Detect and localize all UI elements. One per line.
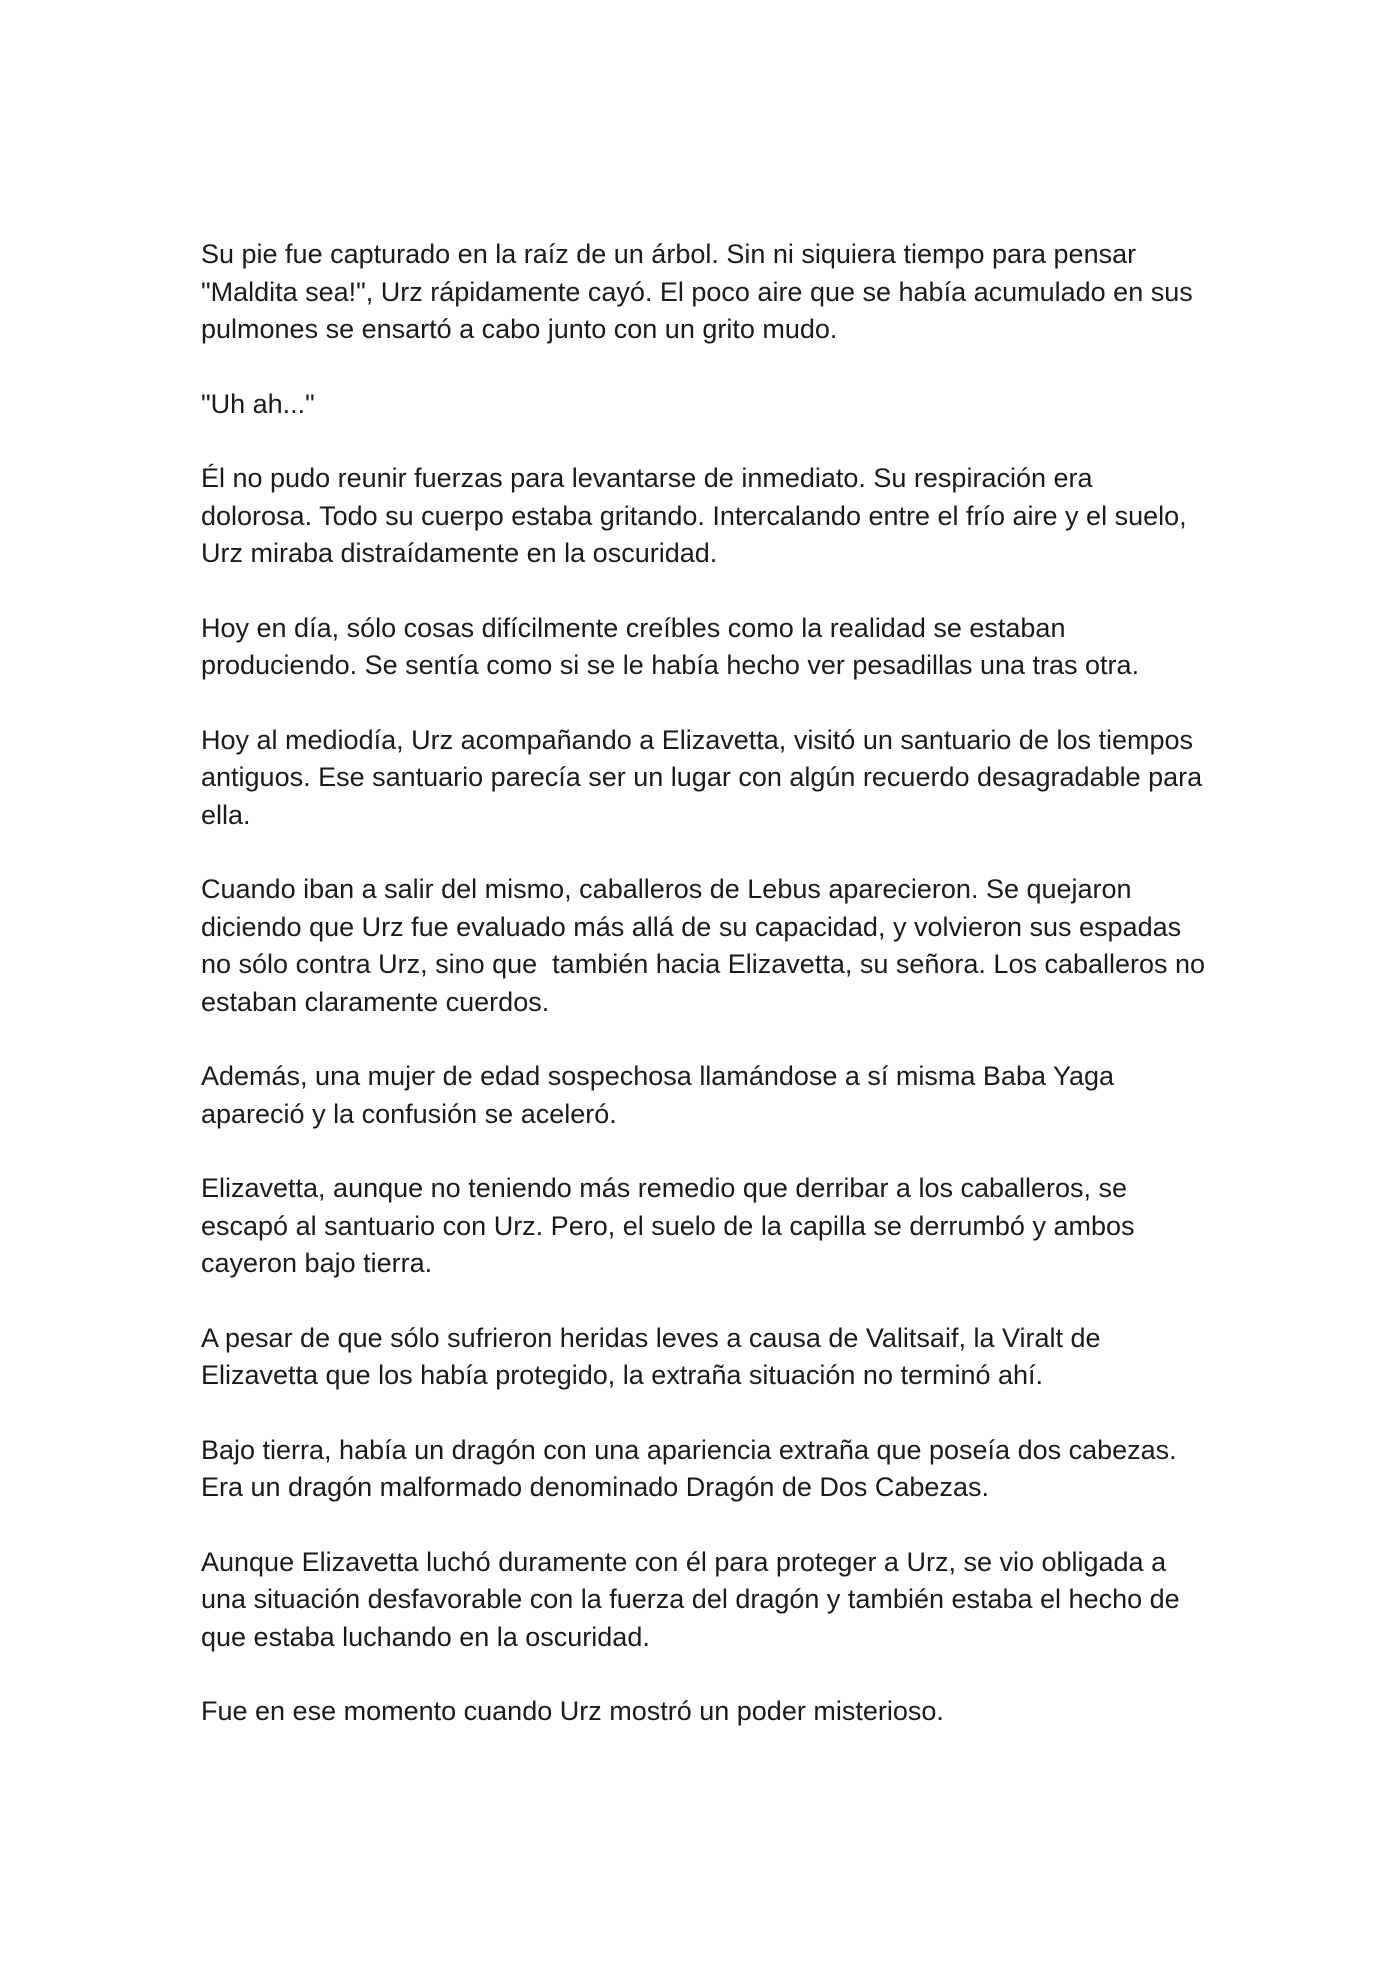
paragraph: Su pie fue capturado en la raíz de un árbol. Sin ni siquiera tiempo para pensar "Maldita sea!", Urz rápidamente cayó. El poco aire que se había acumulado en sus pulmones se ensartó a cabo junto con un grito mudo. [201, 239, 1201, 344]
paragraph: "Uh ah..." [201, 388, 315, 419]
paragraph: A pesar de que sólo sufrieron heridas leves a causa de Valitsaif, la Viralt de Elizavetta que los había protegido, la extraña situación no terminó ahí. [201, 1322, 1109, 1390]
paragraph: Él no pudo reunir fuerzas para levantarse de inmediato. Su respiración era dolorosa. Todo su cuerpo estaba gritando. Intercalando entre el frío aire y el suelo, Urz miraba distraídamente en la oscuridad. [201, 463, 1195, 568]
paragraph: Fue en ese momento cuando Urz mostró un poder misterioso. [201, 1696, 944, 1726]
document-body [201, 236, 1211, 1768]
paragraph: Elizavetta, aunque no teniendo más remedio que derribar a los caballeros, se escapó al santuario con Urz. Pero, el suelo de la capilla se derrumbó y ambos cayeron bajo tierra. [201, 1173, 1143, 1278]
paragraph: Hoy al mediodía, Urz acompañando a Elizavetta, visitó un santuario de los tiempos antiguos. Ese santuario parecía ser un lugar con algún recuerdo desagradable para ella. [201, 724, 1210, 830]
paragraph: Bajo tierra, había un dragón con una apariencia extraña que poseía dos cabezas. Era un dragón malformado denominado Dragón de Dos Cabezas. [201, 1434, 1185, 1502]
paragraph: Cuando iban a salir del mismo, caballeros de Lebus aparecieron. Se quejaron diciendo que Urz fue evaluado más allá de su capacidad, y volvieron sus espadas no sólo contra Urz, sino que también hacia Elizavetta, su señora. Los caballeros no estaban claramente cuerdos. [201, 874, 1213, 1017]
paragraph: Aunque Elizavetta luchó duramente con él para proteger a Urz, se vio obligada a una situación desfavorable con la fuerza del dragón y también estaba el hecho de que estaba luchando en la oscuridad. [201, 1546, 1188, 1652]
paragraph: Hoy en día, sólo cosas difícilmente creíbles como la realidad se estaban produciendo. Se sentía como si se le había hecho ver pesadillas una tras otra. [201, 612, 1140, 680]
paragraph: Además, una mujer de edad sospechosa llamándose a sí misma Baba Yaga apareció y la confusión se aceleró. [201, 1061, 1122, 1129]
